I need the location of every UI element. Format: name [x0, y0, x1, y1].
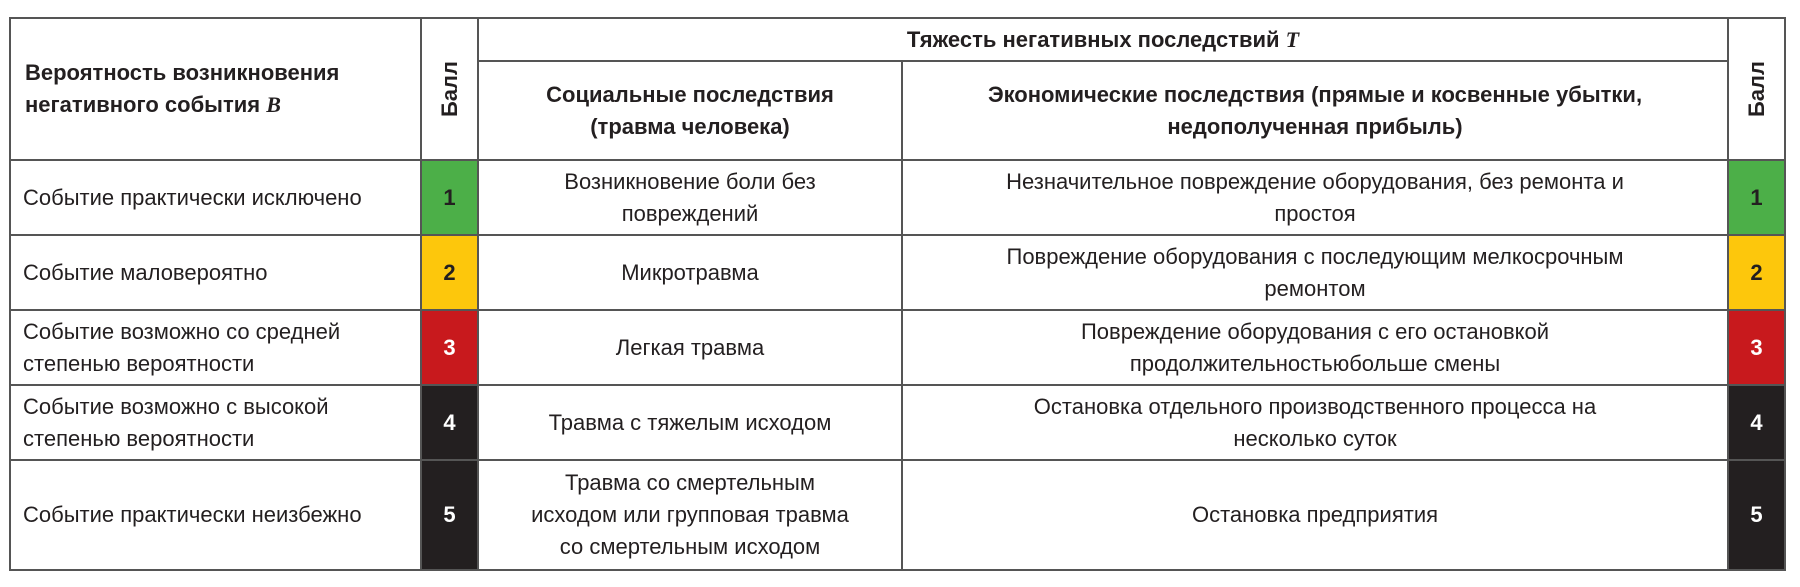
- score-badge-right: 1: [1728, 160, 1785, 235]
- probability-cell: Событие возможно с высокой степенью вероятности: [10, 385, 421, 460]
- table-row: [10, 460, 1785, 570]
- probability-cell: Событие маловероятно: [10, 235, 421, 310]
- score-badge-left: 1: [421, 160, 478, 235]
- score-badge-left: 4: [421, 385, 478, 460]
- probability-cell: Событие возможно со средней степенью вероятности: [10, 310, 421, 385]
- score-badge-right: 2: [1728, 235, 1785, 310]
- probability-cell: Событие практически исключено: [10, 160, 421, 235]
- score-badge-left: 5: [421, 460, 478, 570]
- economic-consequence-cell: Остановка отдельного производственного процесса на несколько суток: [902, 385, 1728, 460]
- economic-consequence-cell: Незначительное повреждение оборудования, без ремонта и простоя: [902, 160, 1728, 235]
- score-badge-right: 5: [1728, 460, 1785, 570]
- severity-header: Тяжесть негативных последствий T: [478, 18, 1728, 61]
- score-badge-left: 2: [421, 235, 478, 310]
- social-consequence-cell: Микротравма: [478, 235, 902, 310]
- social-consequence-cell: Травма с тяжелым исходом: [478, 385, 902, 460]
- score-header-left: Балл: [421, 18, 478, 160]
- probability-cell: Событие практически неизбежно: [10, 460, 421, 570]
- economic-consequence-cell: Повреждение оборудования с его остановкой продолжительностьюбольше смены: [902, 310, 1728, 385]
- economic-consequence-cell: Повреждение оборудования с последующим мелкосрочным ремонтом: [902, 235, 1728, 310]
- table-row: [10, 160, 1785, 235]
- score-badge-right: 4: [1728, 385, 1785, 460]
- social-consequence-cell: Легкая травма: [478, 310, 902, 385]
- score-badge-left: 3: [421, 310, 478, 385]
- economic-header: Экономические последствия (прямые и косвенные убытки, недополученная прибыль): [902, 61, 1728, 160]
- score-badge-right: 3: [1728, 310, 1785, 385]
- economic-consequence-cell: Остановка предприятия: [902, 460, 1728, 570]
- social-consequence-cell: Травма со смертельным исходом или групповая травма со смертельным исходом: [478, 460, 902, 570]
- score-header-right: Балл: [1728, 18, 1785, 160]
- table-row: [10, 310, 1785, 385]
- risk-assessment-table: [9, 17, 1786, 571]
- table-row: [10, 235, 1785, 310]
- table-row: [10, 385, 1785, 460]
- probability-header: Вероятность возникновения негативного события B: [10, 18, 421, 160]
- social-consequence-cell: Возникновение боли без повреждений: [478, 160, 902, 235]
- social-header: Социальные последствия (травма человека): [478, 61, 902, 160]
